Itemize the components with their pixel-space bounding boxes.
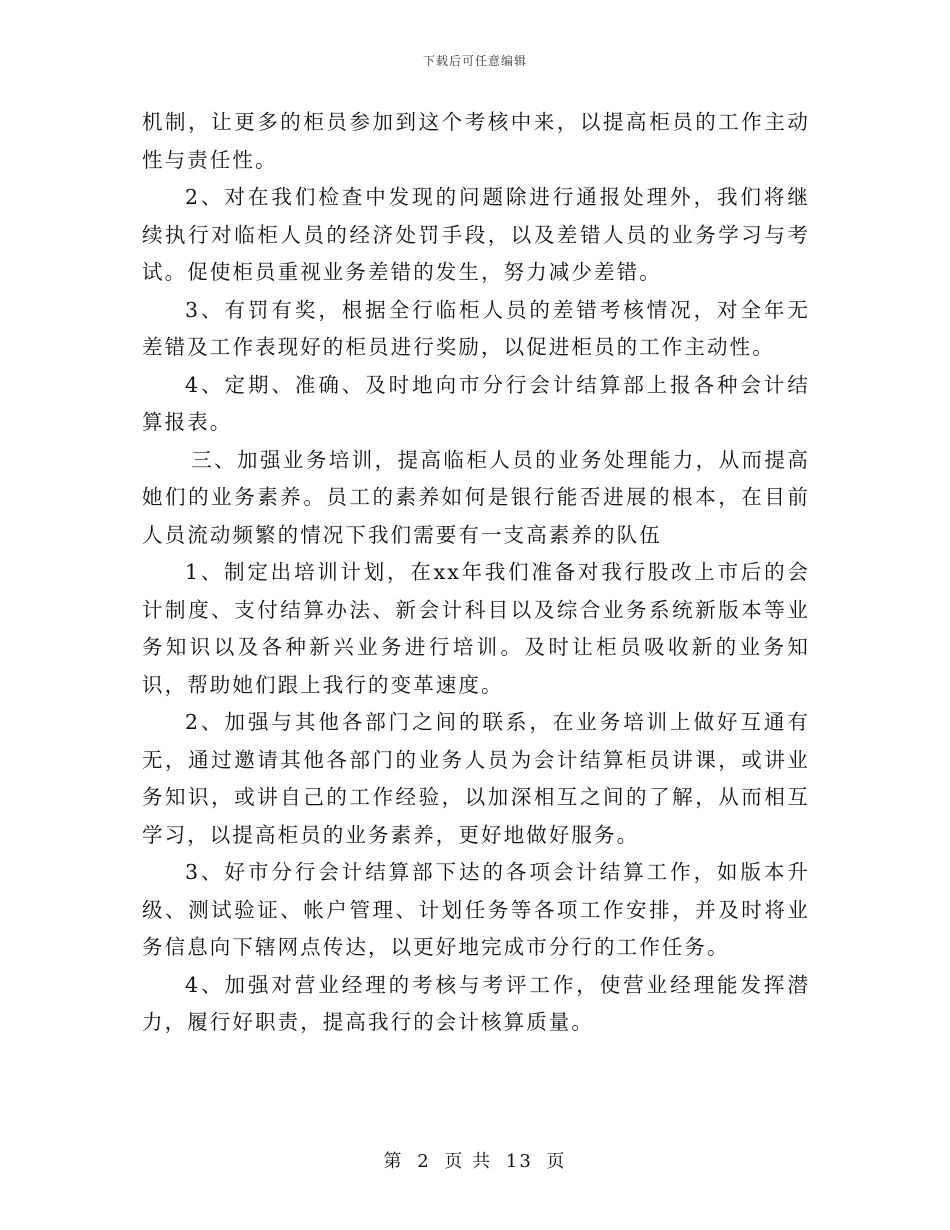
paragraph-item-4-manager-assessment: 4、加强对营业经理的考核与考评工作，使营业经理能发挥潜力，履行好职责，提高我行的会计核算质量。 [142,972,810,1034]
paragraph-item-3-reward: 3、有罚有奖，根据全行临柜人员的差错考核情况，对全年无差错及工作表现好的柜员进行奖励，以促进柜员的工作主动性。 [142,297,810,359]
section-heading-training: 三、加强业务培训，提高临柜人员的业务处理能力，从而提高她们的业务素养。员工的素养如何是银行能否进展的根本，在目前人员流动频繁的情况下我们需要有一支高素养的队伍 [142,447,810,547]
page-footer [0,1147,950,1173]
paragraph-continuation: 机制，让更多的柜员参加到这个考核中来，以提高柜员的工作主动性与责任性。 [142,110,810,172]
footer-prefix: 第 [383,1151,404,1172]
current-page-number: 2 [417,1151,431,1172]
total-page-count: 13 [505,1151,533,1172]
paragraph-item-2-penalty: 2、对在我们检查中发现的问题除进行通报处理外，我们将继续执行对临柜人员的经济处罚手段，以及差错人员的业务学习与考试。促使柜员重视业务差错的发生，努力减少差错。 [142,185,810,284]
footer-suffix: 页 [546,1151,567,1172]
paragraph-item-4-reports: 4、定期、准确、及时地向市分行会计结算部上报各种会计结算报表。 [142,372,810,434]
paragraph-item-3-settlement-work: 3、好市分行会计结算部下达的各项会计结算工作，如版本升级、测试验证、帐户管理、计划任务等各项工作安排，并及时将业务信息向下辖网点传达，以更好地完成市分行的工作任务。 [142,860,810,959]
footer-middle: 页 共 [444,1151,493,1172]
page-header: 下载后可任意编辑 [422,54,527,68]
document-body [142,104,810,1042]
paragraph-item-2-department-liaison: 2、加强与其他各部门之间的联系，在业务培训上做好互通有无，通过邀请其他各部门的业务人员为会计结算柜员讲课，或讲业务知识，或讲自己的工作经验，以加深相互之间的了解，从而相互学习，以提高柜员的业务素养，更好地做好服务。 [142,710,810,847]
paragraph-item-1-training-plan: 1、制定出培训计划，在xx年我们准备对我行股改上市后的会计制度、支付结算办法、新会计科目以及综合业务系统新版本等业务知识以及各种新兴业务进行培训。及时让柜员吸收新的业务知识，帮助她们跟上我行的变革速度。 [142,560,810,697]
